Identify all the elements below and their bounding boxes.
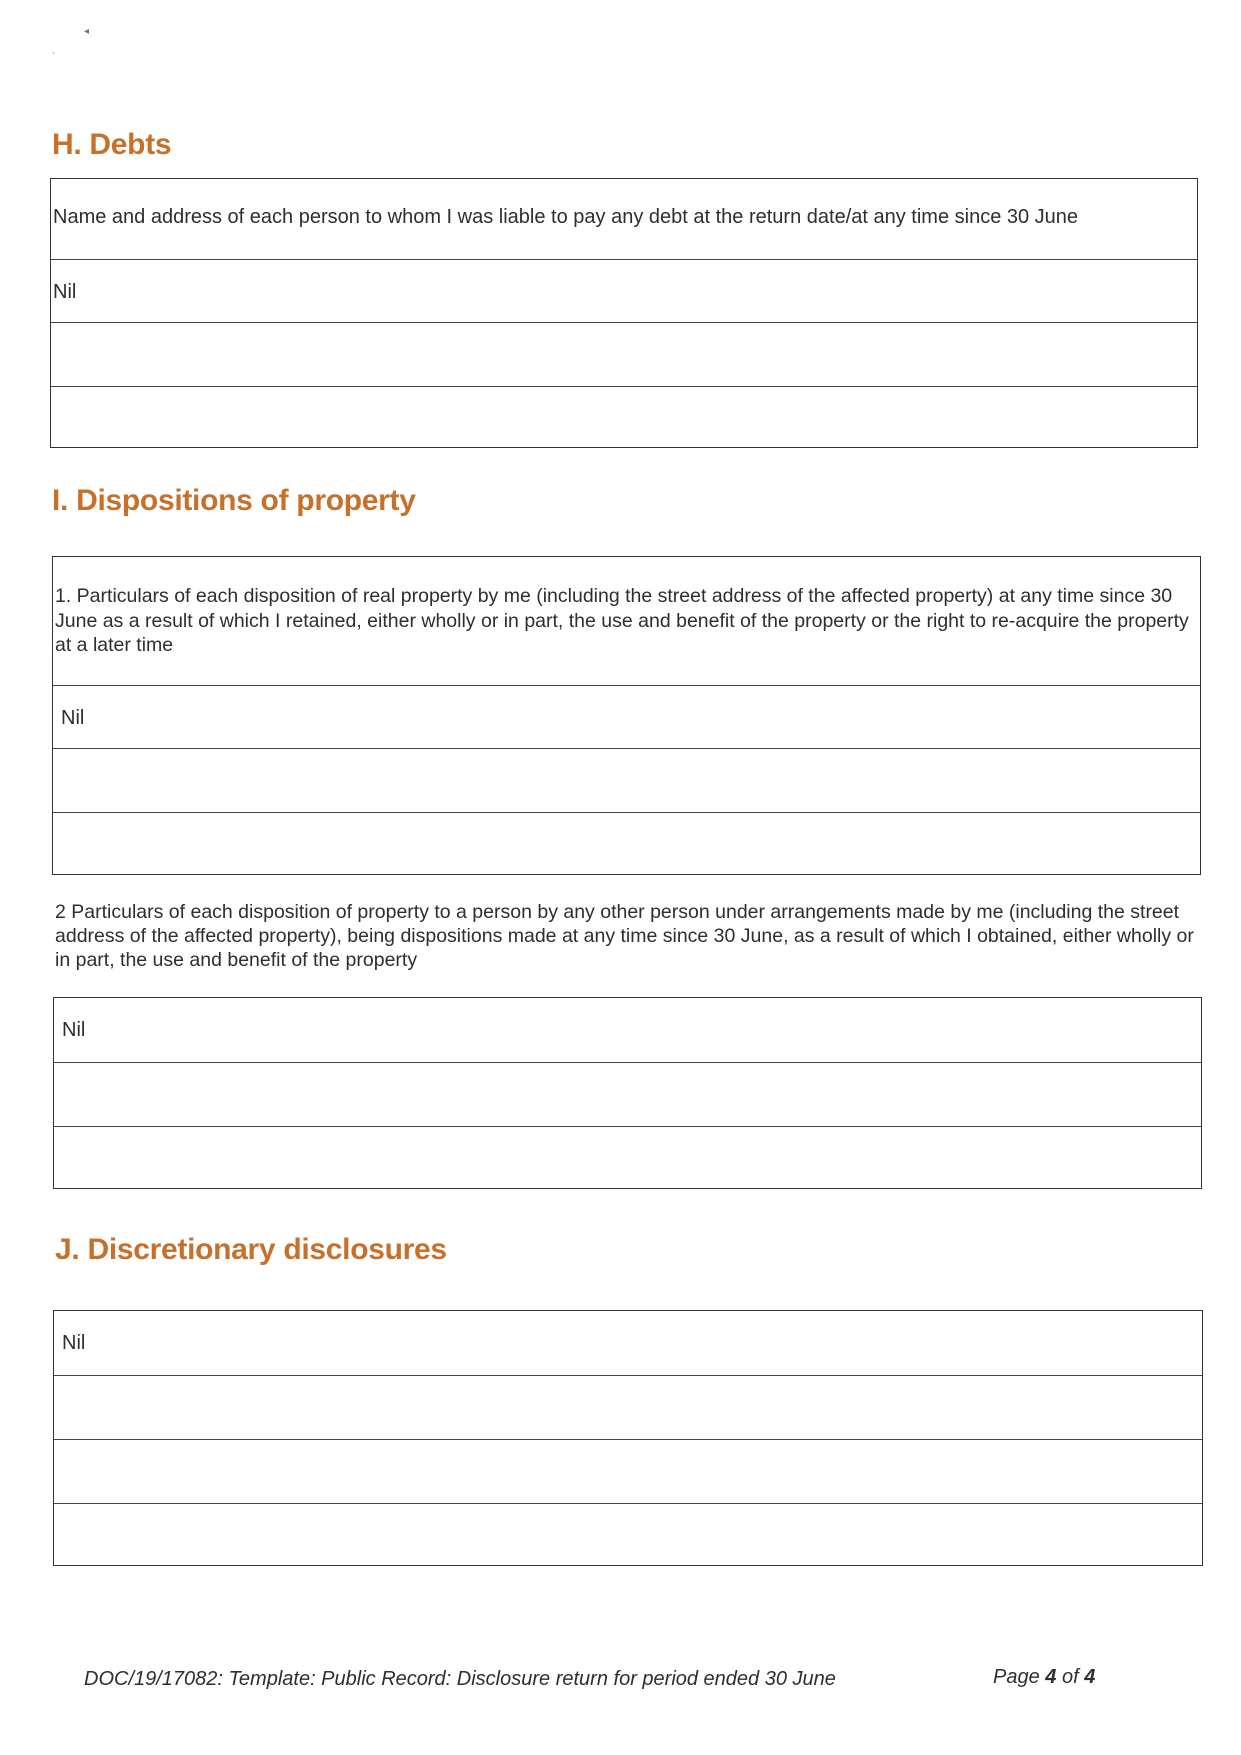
debts-row-1 (51, 259, 1197, 322)
section-j-title: J. Discretionary disclosures (55, 1233, 447, 1266)
page-prefix: Page (993, 1666, 1040, 1688)
debts-row-3 (51, 386, 1197, 446)
debts-row-1-text: Nil (53, 281, 77, 303)
dispositions-1-question: 1. Particulars of each disposition of real property by me (including the street address of the affected property) at any time since 30 June as a result of which I retained, either wholly or in part, the use and benefit of the property or the right to re-acquire the property at a later time (55, 585, 1189, 656)
discretionary-table (53, 1310, 1203, 1566)
section-h-title: H. Debts (52, 128, 172, 161)
page-total: 4 (1084, 1666, 1096, 1688)
section-i-title: I. Dispositions of property (52, 484, 416, 517)
dispositions-2-row-2 (54, 1062, 1201, 1126)
dispositions-1-row-1-text: Nil (61, 707, 85, 729)
discretionary-row-2 (54, 1375, 1202, 1439)
discretionary-row-4 (54, 1503, 1202, 1564)
scan-mark: ` (52, 52, 56, 63)
debts-table (50, 178, 1198, 448)
page-of: of (1061, 1666, 1079, 1688)
dispositions-2-question: 2 Particulars of each disposition of property to a person by any other person under arrangements made by me (including the street address of the affected property), being dispositions made at any time since 30 June, as a result of which I obtained, either wholly or in part, the use and benefit of the property (55, 901, 1194, 971)
debts-header-row (51, 179, 1197, 259)
scan-mark: ◂ (84, 26, 90, 37)
dispositions-2-row-1 (54, 998, 1201, 1062)
dispositions-2-row-1-text: Nil (62, 1019, 86, 1041)
dispositions-1-header-row (53, 557, 1200, 685)
discretionary-row-1 (54, 1311, 1202, 1375)
dispositions-table-2 (53, 997, 1202, 1189)
footer-page-number (993, 1666, 1095, 1689)
dispositions-2-row-3 (54, 1126, 1201, 1187)
footer-doc-reference: DOC/19/17082: Template: Public Record: Disclosure return for period ended 30 June (84, 1668, 836, 1690)
debts-header-text: Name and address of each person to whom I was liable to pay any debt at the return date/at any time since 30 June (53, 206, 1079, 228)
dispositions-1-row-3 (53, 812, 1200, 874)
discretionary-row-3 (54, 1439, 1202, 1503)
discretionary-row-1-text: Nil (62, 1332, 86, 1354)
dispositions-1-row-1 (53, 685, 1200, 748)
page-current: 4 (1045, 1666, 1057, 1688)
debts-row-2 (51, 322, 1197, 386)
dispositions-1-row-2 (53, 748, 1200, 812)
dispositions-table-1 (52, 556, 1201, 875)
